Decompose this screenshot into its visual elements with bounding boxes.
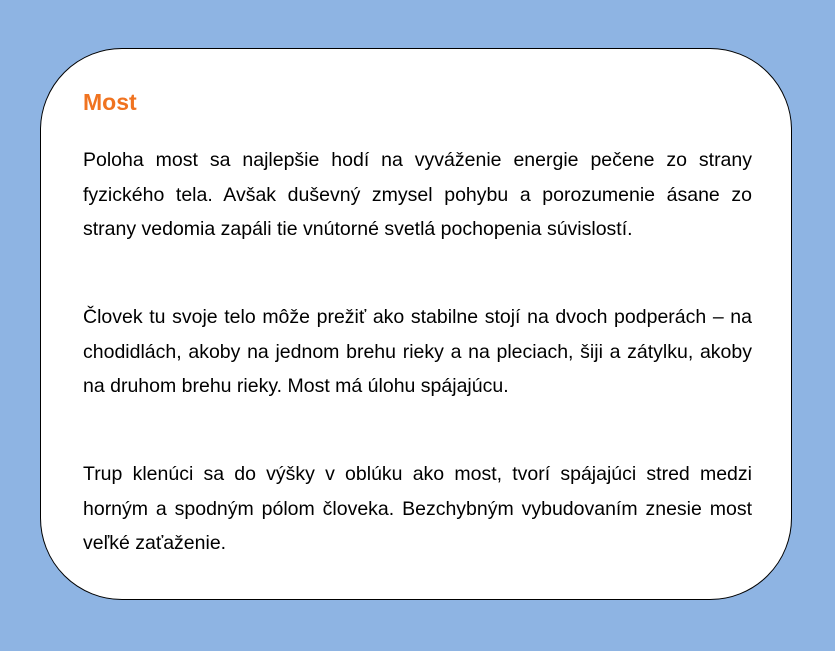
paragraph-3: Trup klenúci sa do výšky v oblúku ako most, tvorí spájajúci stred medzi horným a spodným pólom človeka. Bezchybným vybudovaním znesie most veľké zaťaženie. (83, 463, 752, 554)
paragraph-1: Poloha most sa najlepšie hodí na vyváženie energie pečene zo strany fyzického tela. Avšak duševný zmysel pohybu a porozumenie ásane zo strany vedomia zapáli tie vnútorné svetlá pochopenia súvislostí. (83, 149, 752, 240)
page-title: Most (83, 89, 137, 115)
paragraph-2: Človek tu svoje telo môže prežiť ako stabilne stojí na dvoch podperách – na chodidlách, akoby na jednom brehu rieky a na pleciach, šiji a zátylku, akoby na druhom brehu rieky. Most má úlohu spájajúcu. (83, 306, 752, 397)
